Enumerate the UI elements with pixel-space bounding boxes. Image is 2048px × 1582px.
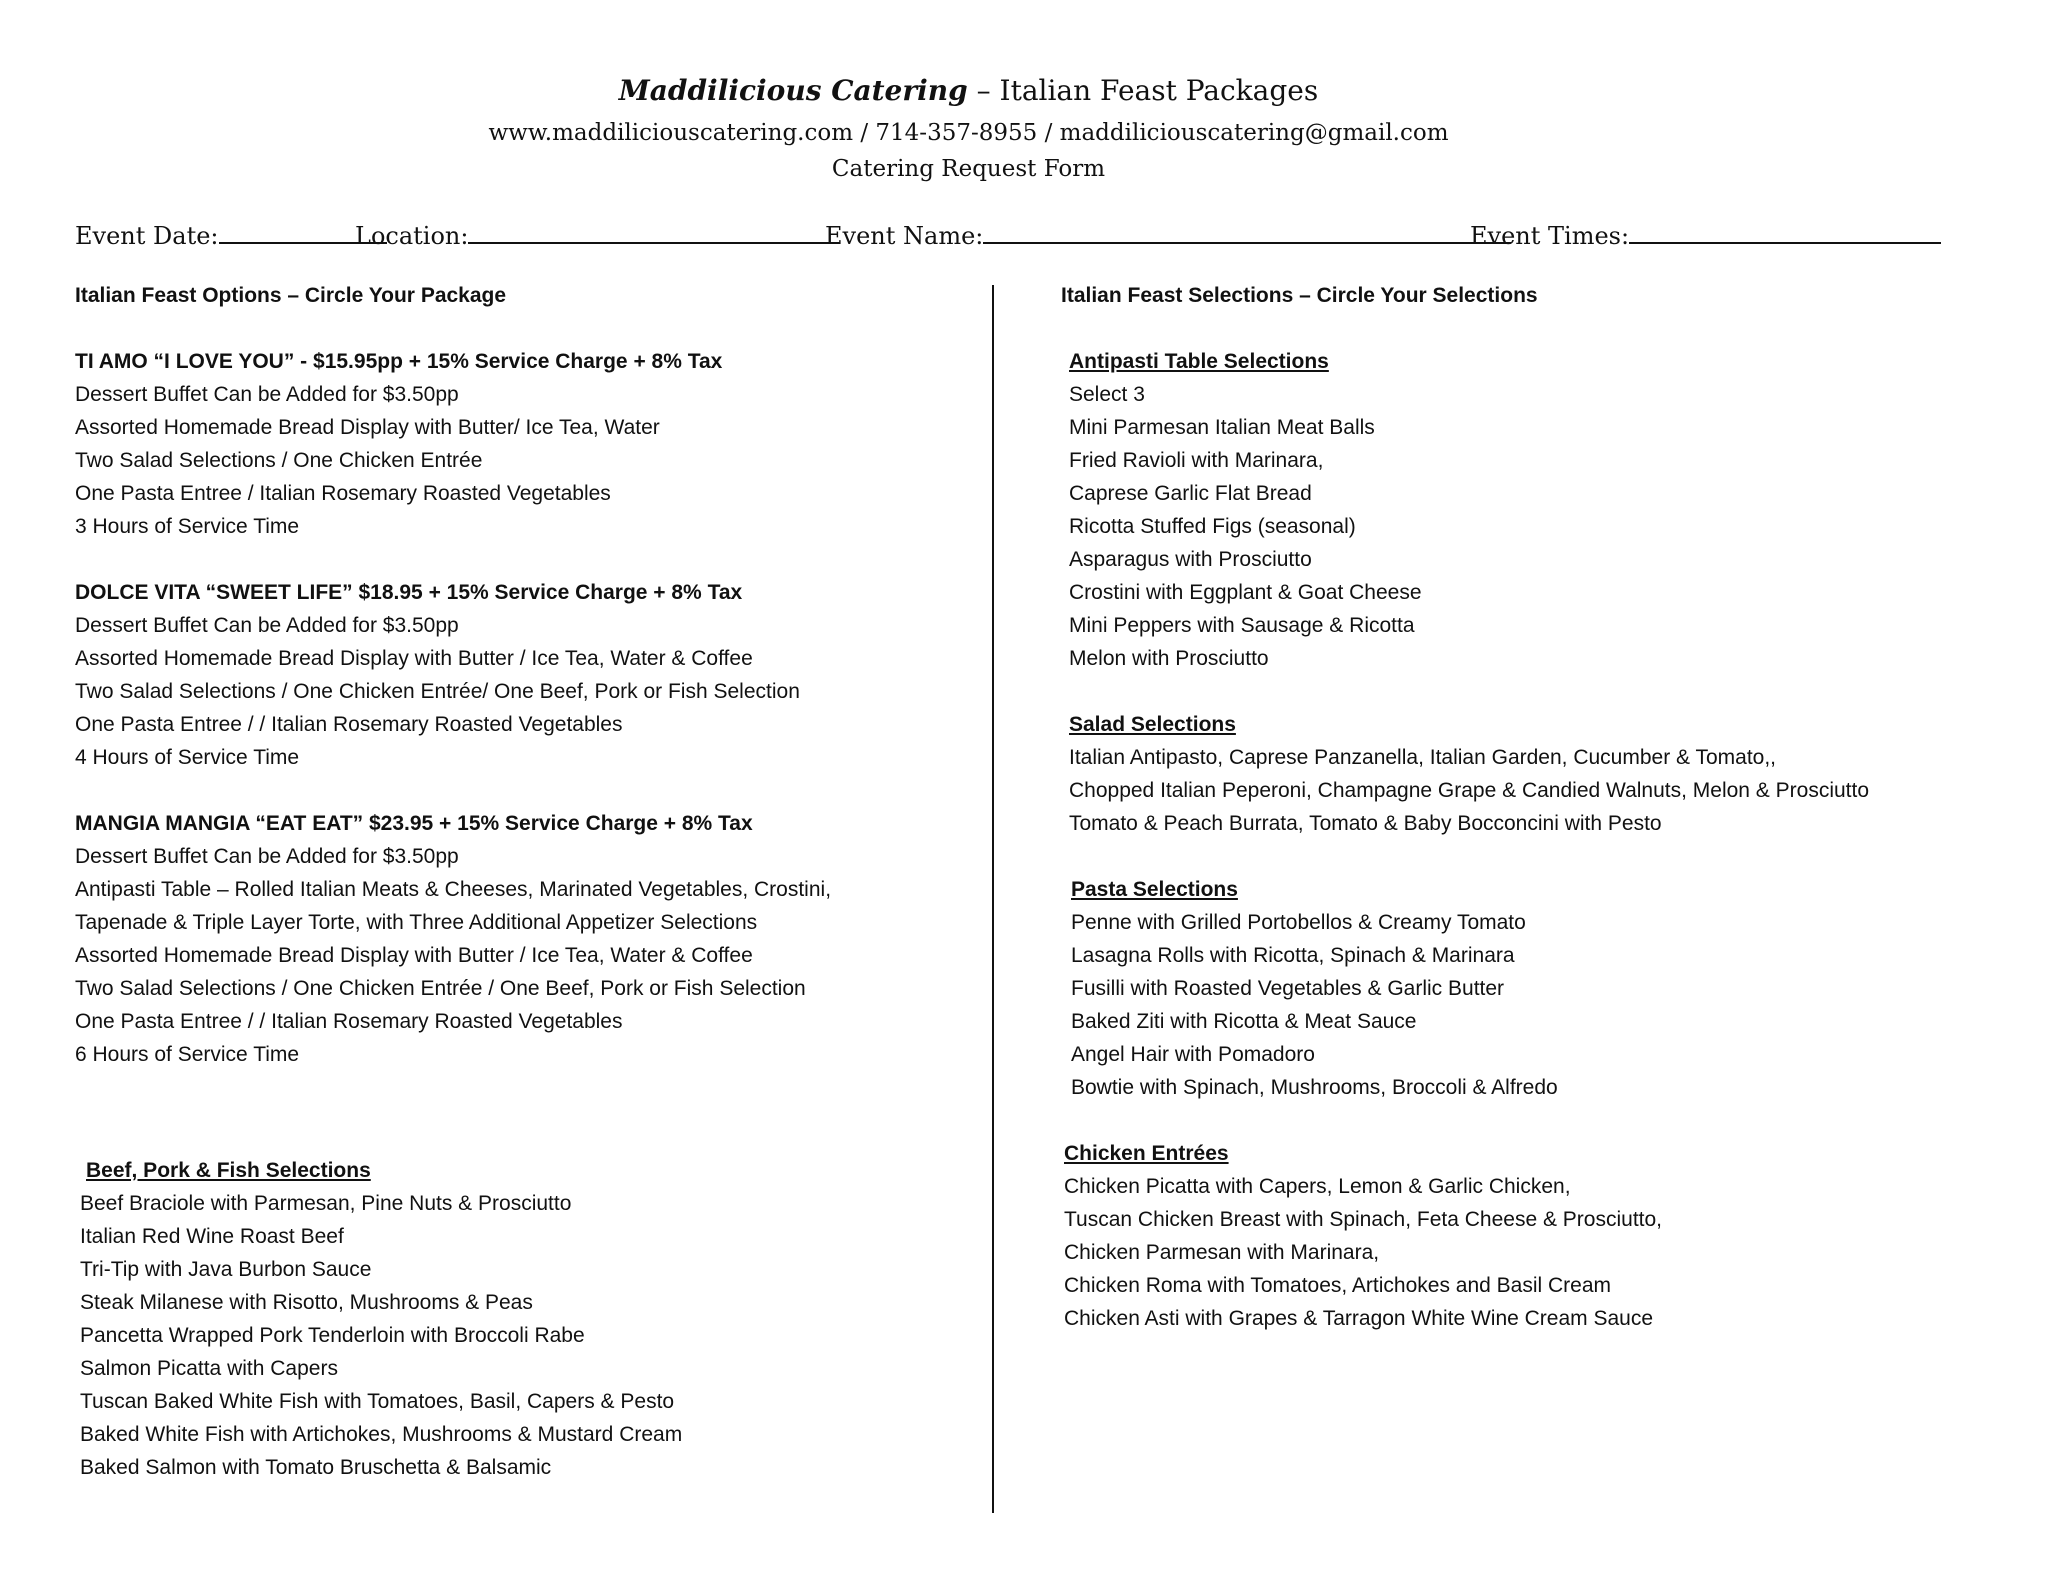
event-name-label: Event Name: <box>825 222 984 250</box>
salad-heading: Salad Selections <box>1069 713 1236 736</box>
location-label: Location: <box>355 222 469 250</box>
options-heading: Italian Feast Options – Circle Your Package <box>75 284 507 307</box>
chicken-section <box>1061 1137 1869 1335</box>
document-title <box>0 74 1937 107</box>
event-fields <box>75 218 1915 254</box>
list-item[interactable]: Beef Braciole with Parmesan, Pine Nuts & Prosciutto <box>80 1192 572 1215</box>
list-item[interactable]: Asparagus with Prosciutto <box>1069 548 1312 571</box>
beef-heading: Beef, Pork & Fish Selections <box>86 1159 371 1182</box>
package-line: Dessert Buffet Can be Added for $3.50pp <box>75 383 459 406</box>
list-item[interactable]: Chicken Parmesan with Marinara, <box>1064 1241 1380 1264</box>
list-item[interactable]: Fusilli with Roasted Vegetables & Garlic Butter <box>1071 977 1505 1000</box>
form-name: Catering Request Form <box>831 156 1106 182</box>
list-item[interactable]: Chopped Italian Peperoni, Champagne Grape & Candied Walnuts, Melon & Prosciutto <box>1069 779 1870 802</box>
event-name-field[interactable] <box>825 218 1511 250</box>
list-item[interactable]: Caprese Garlic Flat Bread <box>1069 482 1312 505</box>
location-blank[interactable] <box>468 218 840 244</box>
list-item[interactable]: Italian Red Wine Roast Beef <box>80 1225 344 1248</box>
beef-pork-fish-section <box>80 1154 682 1484</box>
list-item[interactable]: Chicken Roma with Tomatoes, Artichokes and Basil Cream <box>1064 1274 1612 1297</box>
package-line: Assorted Homemade Bread Display with Butter / Ice Tea, Water & Coffee <box>75 944 753 967</box>
package-options <box>75 279 831 1071</box>
list-item[interactable]: Pancetta Wrapped Pork Tenderloin with Broccoli Rabe <box>80 1324 585 1347</box>
list-item[interactable]: Bowtie with Spinach, Mushrooms, Broccoli & Alfredo <box>1071 1076 1558 1099</box>
list-item[interactable]: Italian Antipasto, Caprese Panzanella, Italian Garden, Cucumber & Tomato,, <box>1069 746 1777 769</box>
list-item[interactable]: Angel Hair with Pomadoro <box>1071 1043 1315 1066</box>
list-item[interactable]: Baked Ziti with Ricotta & Meat Sauce <box>1071 1010 1417 1033</box>
event-times-field[interactable] <box>1470 218 1941 250</box>
package-line: 3 Hours of Service Time <box>75 515 300 538</box>
list-item[interactable]: Crostini with Eggplant & Goat Cheese <box>1069 581 1422 604</box>
package-line: 6 Hours of Service Time <box>75 1043 300 1066</box>
list-item[interactable]: Chicken Picatta with Capers, Lemon & Garlic Chicken, <box>1064 1175 1571 1198</box>
list-item[interactable]: Tomato & Peach Burrata, Tomato & Baby Bocconcini with Pesto <box>1069 812 1662 835</box>
selections-heading: Italian Feast Selections – Circle Your Selections <box>1061 284 1538 307</box>
contact-info: www.maddiliciouscatering.com / 714-357-8955 / maddiliciouscatering@gmail.com <box>488 120 1449 146</box>
list-item[interactable]: Melon with Prosciutto <box>1069 647 1269 670</box>
list-item[interactable]: Fried Ravioli with Marinara, <box>1069 449 1324 472</box>
package-line: Dessert Buffet Can be Added for $3.50pp <box>75 614 459 637</box>
event-name-blank[interactable] <box>983 218 1511 244</box>
event-date-label: Event Date: <box>75 222 219 250</box>
package-line: Two Salad Selections / One Chicken Entrée <box>75 449 483 472</box>
event-times-label: Event Times: <box>1470 222 1630 250</box>
package-line: 4 Hours of Service Time <box>75 746 300 769</box>
list-item[interactable]: Baked White Fish with Artichokes, Mushrooms & Mustard Cream <box>80 1423 683 1446</box>
list-item[interactable]: Mini Parmesan Italian Meat Balls <box>1069 416 1375 439</box>
package-title[interactable]: MANGIA MANGIA “EAT EAT” $23.95 + 15% Service Charge + 8% Tax <box>75 812 753 835</box>
package-title[interactable]: DOLCE VITA “SWEET LIFE” $18.95 + 15% Service Charge + 8% Tax <box>75 581 743 604</box>
salad-section <box>1061 708 1869 840</box>
package-line: Two Salad Selections / One Chicken Entrée / One Beef, Pork or Fish Selection <box>75 977 806 1000</box>
package-line: One Pasta Entree / / Italian Rosemary Roasted Vegetables <box>75 713 623 736</box>
package-line: One Pasta Entree / Italian Rosemary Roasted Vegetables <box>75 482 611 505</box>
title-subtitle: – Italian Feast Packages <box>967 74 1319 107</box>
package-title[interactable]: TI AMO “I LOVE YOU” - $15.95pp + 15% Service Charge + 8% Tax <box>75 350 723 373</box>
event-times-blank[interactable] <box>1629 218 1941 244</box>
package-line: One Pasta Entree / / Italian Rosemary Roasted Vegetables <box>75 1010 623 1033</box>
list-item[interactable]: Tuscan Baked White Fish with Tomatoes, Basil, Capers & Pesto <box>80 1390 675 1413</box>
brand-name: Maddilicious Catering <box>618 74 968 107</box>
antipasti-section <box>1061 345 1869 675</box>
list-item[interactable]: Baked Salmon with Tomato Bruschetta & Balsamic <box>80 1456 552 1479</box>
list-item[interactable]: Salmon Picatta with Capers <box>80 1357 338 1380</box>
list-item[interactable]: Tri-Tip with Java Burbon Sauce <box>80 1258 372 1281</box>
chicken-heading: Chicken Entrées <box>1064 1142 1229 1165</box>
list-item[interactable]: Steak Milanese with Risotto, Mushrooms & Peas <box>80 1291 533 1314</box>
feast-selections <box>1061 279 1869 1335</box>
event-date-field[interactable] <box>75 218 387 250</box>
package-line: Assorted Homemade Bread Display with Butter / Ice Tea, Water & Coffee <box>75 647 753 670</box>
package-line: Assorted Homemade Bread Display with Butter/ Ice Tea, Water <box>75 416 660 439</box>
antipasti-instruction: Select 3 <box>1069 383 1145 406</box>
list-item[interactable]: Chicken Asti with Grapes & Tarragon White Wine Cream Sauce <box>1064 1307 1654 1330</box>
pasta-section <box>1061 873 1869 1104</box>
list-item[interactable]: Penne with Grilled Portobellos & Creamy Tomato <box>1071 911 1526 934</box>
antipasti-heading: Antipasti Table Selections <box>1069 350 1329 373</box>
list-item[interactable]: Mini Peppers with Sausage & Ricotta <box>1069 614 1415 637</box>
package-line: Dessert Buffet Can be Added for $3.50pp <box>75 845 459 868</box>
list-item[interactable]: Tuscan Chicken Breast with Spinach, Feta Cheese & Prosciutto, <box>1064 1208 1663 1231</box>
package-line: Tapenade & Triple Layer Torte, with Three Additional Appetizer Selections <box>75 911 758 934</box>
pasta-heading: Pasta Selections <box>1071 878 1238 901</box>
package-line: Antipasti Table – Rolled Italian Meats & Cheeses, Marinated Vegetables, Crostini, <box>75 878 832 901</box>
list-item[interactable]: Ricotta Stuffed Figs (seasonal) <box>1069 515 1356 538</box>
list-item[interactable]: Lasagna Rolls with Ricotta, Spinach & Marinara <box>1071 944 1515 967</box>
location-field[interactable] <box>355 218 840 250</box>
package-line: Two Salad Selections / One Chicken Entrée/ One Beef, Pork or Fish Selection <box>75 680 800 703</box>
column-divider <box>992 285 994 1513</box>
